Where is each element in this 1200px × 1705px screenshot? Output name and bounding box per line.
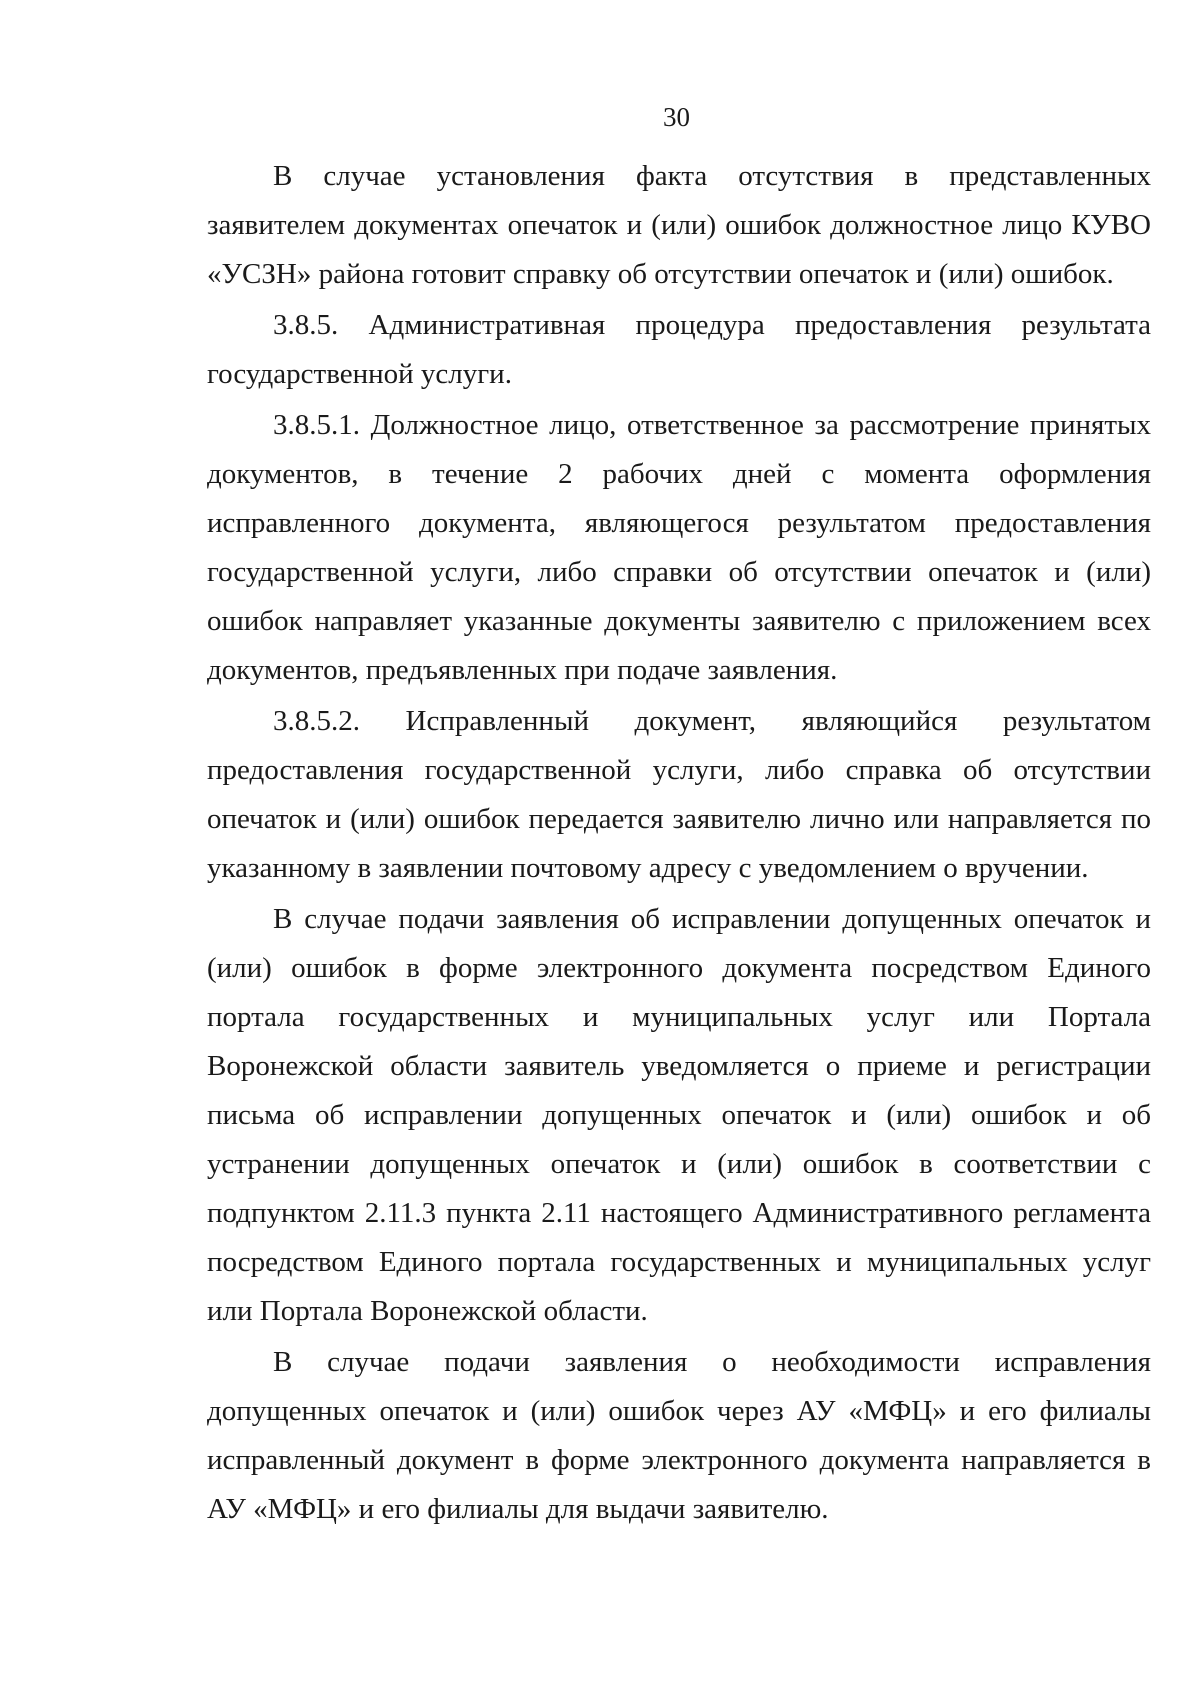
paragraph-electronic-submission: В случае подачи заявления об исправлении допущенных опечаток и (или) ошибок в форме электронного документа посредством Единого портала государственных и муниципальных услуг или Портала Воронежской области заявитель уведомляется о приеме и регистрации письма об исправлении допущенных опечаток и (или) ошибок и об устранении допущенных опечаток и (или) ошибок в соответствии с подпунктом 2.11.3 пункта 2.11 настоящего Административного регламента посредством Единого портала государственных и муниципальных услуг или Портала Воронежской области. (207, 903, 1151, 1327)
paragraph-section-3-8-5-2: 3.8.5.2. Исправленный документ, являющийся результатом предоставления государственной услуги, либо справка об отсутствии опечаток и (или) ошибок передается заявителю лично или направляется по указанному в заявлении почтовому адресу с уведомлением о вручении. (207, 705, 1151, 884)
paragraph-mfc-submission: В случае подачи заявления о необходимости исправления допущенных опечаток и (или) ошибок через АУ «МФЦ» и его филиалы исправленный документ в форме электронного документа направляется в АУ «МФЦ» и его филиалы для выдачи заявителю. (207, 1346, 1151, 1525)
paragraph-section-3-8-5: 3.8.5. Административная процедура предоставления результата государственной услуги. (207, 309, 1151, 390)
paragraph-typo-absence-certificate: В случае установления факта отсутствия в представленных заявителем документах опечаток и (или) ошибок должностное лицо КУВО «УСЗН» района готовит справку об отсутствии опечаток и (или) ошибок. (207, 160, 1151, 290)
page-number: 30 (663, 102, 690, 132)
paragraph-section-3-8-5-1: 3.8.5.1. Должностное лицо, ответственное за рассмотрение принятых документов, в течение 2 рабочих дней с момента оформления исправленного документа, являющегося результатом предоставления государственной услуги, либо справки об отсутствии опечаток и (или) ошибок направляет указанные документы заявителю с приложением всех документов, предъявленных при подаче заявления. (207, 409, 1151, 686)
document-body (207, 152, 1151, 1534)
